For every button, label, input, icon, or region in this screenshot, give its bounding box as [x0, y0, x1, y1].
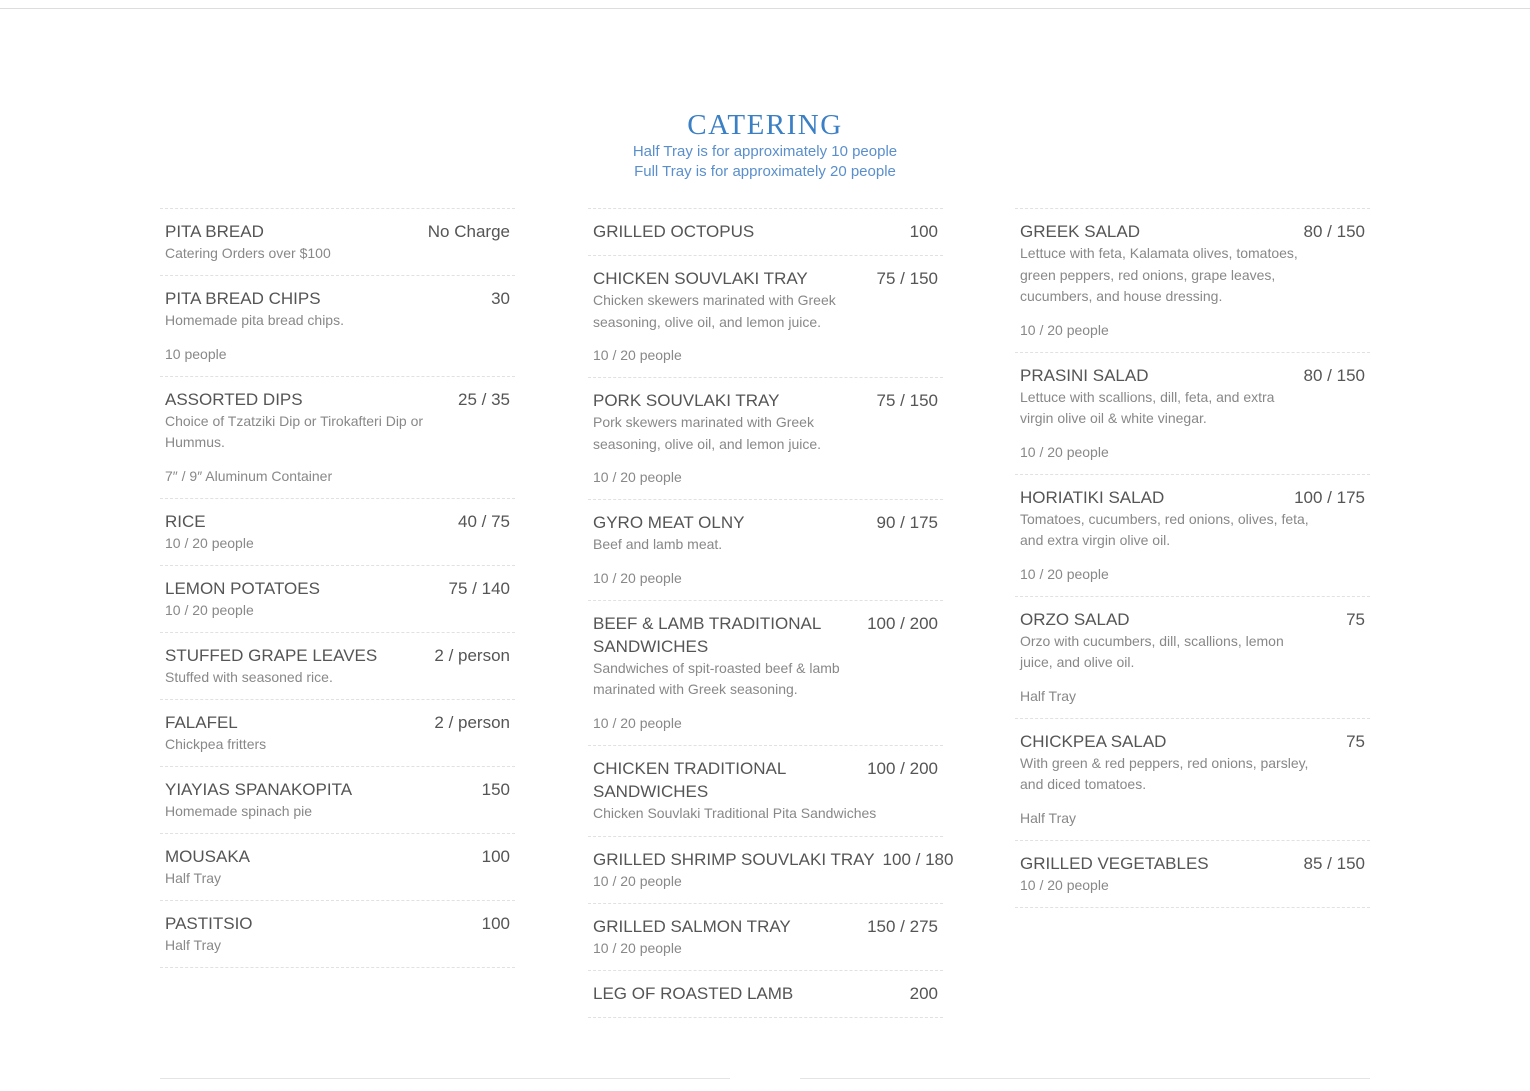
menu-item [588, 836, 954, 903]
menu-item [160, 632, 515, 699]
menu-item-note: Catering Orders over $100 [165, 245, 331, 261]
menu-item-header [1020, 608, 1365, 631]
menu-item [160, 275, 515, 376]
menu-item [588, 600, 943, 745]
menu-item-name: PORK SOUVLAKI TRAY [593, 391, 780, 410]
menu-item-name: BEEF & LAMB TRADITIONAL SANDWICHES [593, 613, 821, 656]
menu-item-note: 10 / 20 people [165, 601, 254, 618]
menu-item [588, 255, 943, 377]
menu-item-note: 10 / 20 people [165, 534, 254, 551]
menu-item-price: 100 [481, 913, 510, 933]
menu-item [160, 565, 515, 632]
menu-item-note: 10 / 20 people [1020, 565, 1109, 582]
menu-item-header [593, 848, 954, 871]
menu-item-header [165, 778, 510, 801]
menu-item-price: 75 [1346, 731, 1365, 751]
menu-item-header [593, 915, 938, 938]
menu-item-header [593, 757, 938, 803]
menu-item-description: Choice of Tzatziki Dip or Tirokafteri Dip or Hummus. [165, 412, 424, 450]
menu-item-note: 10 / 20 people [593, 569, 682, 586]
menu-item-name: MOUSAKA [165, 846, 251, 866]
menu-item [588, 745, 943, 837]
menu-item [160, 498, 515, 565]
menu-item-name: PITA BREAD CHIPS [165, 289, 321, 308]
menu-item-header [593, 389, 938, 412]
menu-item-header [1020, 730, 1365, 753]
menu-item [1015, 718, 1370, 840]
menu-item-price: 80 / 150 [1303, 365, 1365, 385]
menu-item-note: Half Tray [1020, 687, 1077, 704]
menu-item-description: With green & red peppers, red onions, parsley, and diced tomatoes. [1020, 754, 1309, 792]
menu-item-description: Chicken Souvlaki Traditional Pita Sandwiches [593, 804, 877, 821]
menu-item-name: GRILLED SHRIMP SOUVLAKI TRAY [593, 850, 875, 869]
full-tray-note: Full Tray is for approximately 20 people [634, 163, 896, 180]
menu-item-name: FALAFEL [165, 712, 238, 732]
menu-item [1015, 352, 1370, 474]
menu-item [1015, 208, 1370, 352]
menu-item-name: GRILLED SALMON TRAY [593, 917, 791, 936]
menu-item [1015, 474, 1370, 596]
menu-item-note: 10 / 20 people [593, 469, 682, 485]
menu-item-price: 75 / 140 [448, 578, 510, 598]
menu-column-3 [1015, 208, 1370, 908]
top-divider [0, 8, 1530, 9]
menu-item-name: RICE [165, 511, 206, 531]
menu-item [1015, 840, 1370, 908]
menu-item [588, 499, 943, 600]
menu-item-price: 2 / person [434, 712, 510, 732]
menu-item [160, 833, 515, 900]
menu-item-note: 10 / 20 people [593, 940, 682, 956]
menu-item-description: Lettuce with feta, Kalamata olives, tomatoes, green peppers, red onions, grape leaves, cucumbers, and house dressing. [1020, 245, 1298, 304]
menu-item-header [593, 612, 938, 658]
menu-item-price: 150 [481, 779, 510, 799]
menu-item [160, 900, 515, 968]
menu-item-name: ASSORTED DIPS [165, 389, 303, 409]
menu-item-price: 40 / 75 [458, 511, 510, 531]
menu-item-note: Stuffed with seasoned rice. [165, 668, 333, 685]
menu-item [588, 377, 943, 499]
menu-item-name: LEG OF ROASTED LAMB [593, 984, 794, 1003]
menu-item-header [1020, 486, 1365, 509]
menu-item-description: Tomatoes, cucumbers, red onions, olives, feta, and extra virgin olive oil. [1020, 510, 1309, 548]
menu-item-name: PITA BREAD [165, 222, 264, 241]
menu-column-2 [588, 208, 954, 1018]
menu-item-price: No Charge [427, 222, 510, 241]
menu-item [160, 208, 515, 275]
menu-item-description: Homemade pita bread chips. [165, 312, 344, 328]
menu-item-header [165, 577, 510, 600]
menu-item-header [593, 220, 938, 243]
menu-item-header [165, 287, 510, 310]
menu-item-description: Orzo with cucumbers, dill, scallions, lemon juice, and olive oil. [1020, 632, 1284, 670]
menu-item-name: GYRO MEAT OLNY [593, 513, 745, 532]
menu-item-price: 100 [481, 846, 510, 866]
menu-item-header [165, 644, 510, 667]
menu-item-header [593, 511, 938, 534]
menu-item [588, 903, 943, 970]
menu-item-name: STUFFED GRAPE LEAVES [165, 645, 378, 665]
catering-header [0, 108, 1530, 182]
menu-item-note: 10 people [165, 345, 227, 362]
menu-item-note: Half Tray [165, 869, 222, 886]
menu-item-name: GRILLED VEGETABLES [1020, 853, 1209, 873]
menu-item-name: ORZO SALAD [1020, 609, 1130, 629]
menu-item-note: 10 / 20 people [1020, 443, 1109, 460]
menu-item-price: 100 / 180 [882, 850, 954, 869]
menu-item-description: Chicken skewers marinated with Greek seasoning, olive oil, and lemon juice. [593, 292, 836, 330]
menu-item-price: 75 [1346, 609, 1365, 629]
menu-item-price: 100 / 175 [1294, 487, 1365, 507]
menu-item-price: 100 [909, 222, 938, 241]
menu-item-name: CHICKPEA SALAD [1020, 731, 1167, 751]
menu-item-note: 7″ / 9″ Aluminum Container [165, 467, 333, 484]
menu-item-header [165, 845, 510, 868]
menu-item-header [165, 388, 510, 411]
menu-item-price: 100 / 200 [867, 758, 938, 778]
menu-item-price: 90 / 175 [876, 513, 938, 532]
menu-item-name: HORIATIKI SALAD [1020, 487, 1165, 507]
menu-item-header [593, 267, 938, 290]
menu-item-note: 10 / 20 people [1020, 321, 1109, 338]
menu-item-price: 150 / 275 [867, 917, 938, 936]
menu-item-note: Half Tray [165, 936, 222, 953]
menu-item [160, 376, 515, 498]
menu-item-description: Beef and lamb meat. [593, 536, 723, 552]
menu-item-price: 80 / 150 [1303, 222, 1365, 241]
menu-item-name: CHICKEN SOUVLAKI TRAY [593, 269, 808, 288]
menu-item-price: 30 [491, 289, 510, 308]
menu-item [588, 208, 943, 255]
menu-item-price: 200 [909, 984, 938, 1003]
menu-item-description: Lettuce with scallions, dill, feta, and extra virgin olive oil & white vinegar. [1020, 388, 1275, 426]
menu-item-price: 75 / 150 [876, 391, 938, 410]
menu-item-header [1020, 364, 1365, 387]
menu-item-header [1020, 220, 1365, 243]
menu-item-name: GREEK SALAD [1020, 222, 1140, 241]
menu-item-note: 10 / 20 people [593, 873, 682, 889]
menu-item-price: 100 / 200 [867, 613, 938, 633]
menu-item-note: Homemade spinach pie [165, 802, 313, 819]
menu-item-name: YIAYIAS SPANAKOPITA [165, 779, 353, 799]
menu-item-note: 10 / 20 people [593, 714, 682, 731]
menu-item [160, 766, 515, 833]
menu-item-name: LEMON POTATOES [165, 578, 320, 598]
menu-item-name: GRILLED OCTOPUS [593, 222, 755, 241]
menu-item [1015, 596, 1370, 718]
menu-item-header [165, 711, 510, 734]
menu-item-description: Pork skewers marinated with Greek seasoning, olive oil, and lemon juice. [593, 414, 822, 452]
menu-item-name: PRASINI SALAD [1020, 365, 1149, 385]
menu-item-name: PASTITSIO [165, 913, 253, 933]
menu-item-note: Chickpea fritters [165, 735, 267, 752]
menu-item-note: 10 / 20 people [593, 347, 682, 363]
menu-item-price: 2 / person [434, 645, 510, 665]
menu-item-price: 25 / 35 [458, 389, 510, 409]
menu-item [588, 970, 943, 1018]
menu-item-name: CHICKEN TRADITIONAL SANDWICHES [593, 758, 786, 801]
menu-item-note: 10 / 20 people [1020, 876, 1109, 893]
menu-item-header [165, 220, 510, 243]
menu-item-price: 85 / 150 [1303, 853, 1365, 873]
menu-item-header [165, 912, 510, 935]
menu-item-header [593, 982, 938, 1005]
bottom-divider-right [800, 1078, 1370, 1079]
menu-item-note: Half Tray [1020, 809, 1077, 826]
menu-item [160, 699, 515, 766]
menu-item-description: Sandwiches of spit-roasted beef & lamb marinated with Greek seasoning. [593, 659, 840, 697]
menu-item-price: 75 / 150 [876, 269, 938, 288]
page-title: CATERING [687, 109, 843, 141]
bottom-divider-left [160, 1078, 730, 1079]
menu-item-header [1020, 852, 1365, 875]
menu-column-1 [160, 208, 515, 968]
menu-item-header [165, 510, 510, 533]
half-tray-note: Half Tray is for approximately 10 people [632, 143, 898, 160]
